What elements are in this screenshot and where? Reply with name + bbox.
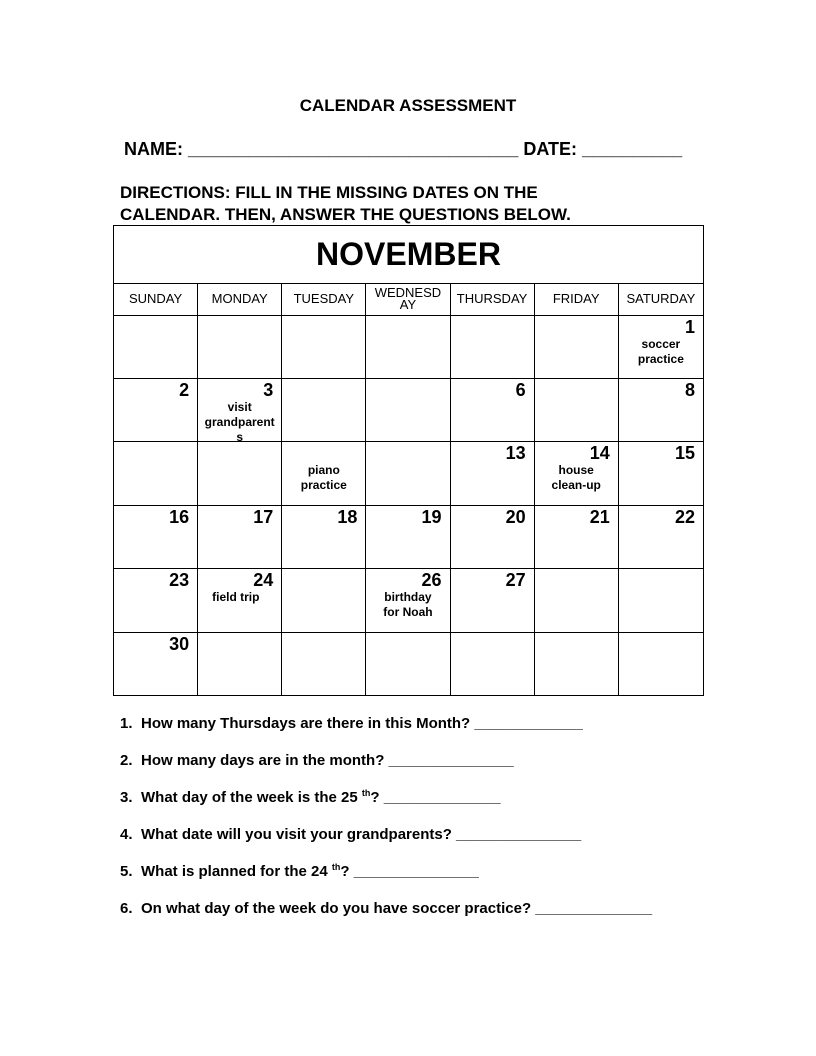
day-number: 30 bbox=[169, 633, 190, 654]
day-number: 16 bbox=[169, 506, 190, 527]
day-cell[interactable] bbox=[534, 632, 618, 695]
questions-list bbox=[120, 714, 720, 936]
week-row bbox=[114, 632, 704, 695]
question-punctuation: ? bbox=[370, 789, 384, 806]
question-superscript: th bbox=[361, 788, 371, 798]
day-number: 20 bbox=[505, 506, 526, 527]
month-title: NOVEMBER bbox=[114, 226, 704, 284]
day-number: 15 bbox=[674, 443, 695, 464]
day-cell[interactable] bbox=[450, 442, 534, 505]
day-number: 14 bbox=[589, 443, 610, 464]
question-text: What day of the week is the 25 bbox=[141, 789, 362, 806]
day-cell[interactable] bbox=[534, 505, 618, 568]
day-number: 26 bbox=[421, 570, 442, 591]
question-number: 2. bbox=[120, 752, 133, 769]
question-superscript: th bbox=[331, 862, 341, 872]
day-cell[interactable] bbox=[366, 569, 450, 632]
weekday-wednesday bbox=[366, 284, 450, 315]
day-cell[interactable] bbox=[114, 505, 198, 568]
question-punctuation: ? bbox=[340, 863, 354, 880]
weekday-saturday bbox=[618, 284, 703, 315]
day-cell[interactable] bbox=[618, 315, 703, 378]
directions-line-2: CALENDAR. THEN, ANSWER THE QUESTIONS BELOW. bbox=[120, 205, 571, 224]
day-cell[interactable] bbox=[534, 442, 618, 505]
event-note: birthday for Noah bbox=[383, 590, 433, 620]
day-cell[interactable] bbox=[534, 378, 618, 441]
weekday-label: MONDAY bbox=[211, 291, 268, 307]
day-number: 6 bbox=[515, 379, 526, 400]
day-cell[interactable] bbox=[366, 378, 450, 441]
weekday-tuesday bbox=[282, 284, 366, 315]
event-note: field trip bbox=[212, 590, 260, 605]
question-number: 6. bbox=[120, 900, 133, 917]
answer-blank[interactable]: ______________ bbox=[383, 789, 501, 806]
day-cell[interactable] bbox=[618, 442, 703, 505]
weekday-label: SUNDAY bbox=[128, 291, 183, 307]
day-cell[interactable] bbox=[198, 505, 282, 568]
day-cell[interactable] bbox=[618, 378, 703, 441]
day-number: 17 bbox=[253, 506, 274, 527]
question-2 bbox=[120, 751, 720, 788]
answer-blank[interactable]: _______________ bbox=[388, 752, 514, 769]
day-number: 23 bbox=[169, 570, 190, 591]
question-6 bbox=[120, 899, 720, 936]
day-cell[interactable] bbox=[198, 315, 282, 378]
day-cell[interactable] bbox=[114, 315, 198, 378]
date-blank[interactable]: __________ bbox=[582, 139, 683, 159]
name-blank[interactable]: _________________________________ bbox=[188, 139, 519, 159]
day-cell[interactable] bbox=[198, 378, 282, 444]
event-note: visit grandparent s bbox=[204, 399, 275, 444]
day-number: 19 bbox=[421, 506, 442, 527]
weekday-thursday bbox=[450, 284, 534, 315]
day-cell[interactable] bbox=[198, 569, 282, 632]
day-cell[interactable] bbox=[282, 632, 366, 695]
question-number: 4. bbox=[120, 826, 133, 843]
day-cell[interactable] bbox=[450, 632, 534, 695]
day-number: 22 bbox=[674, 506, 695, 527]
day-number: 13 bbox=[505, 443, 526, 464]
day-number: 18 bbox=[337, 506, 358, 527]
page-title: CALENDAR ASSESSMENT bbox=[299, 96, 517, 115]
question-1 bbox=[120, 714, 720, 751]
day-cell[interactable] bbox=[282, 505, 366, 568]
day-cell[interactable] bbox=[450, 505, 534, 568]
day-cell[interactable] bbox=[114, 442, 198, 505]
day-cell[interactable] bbox=[366, 505, 450, 568]
day-cell[interactable] bbox=[534, 569, 618, 632]
day-cell[interactable] bbox=[618, 632, 703, 695]
day-number: 2 bbox=[179, 379, 190, 400]
day-cell[interactable] bbox=[618, 569, 703, 632]
weekday-label: SATURDAY bbox=[626, 291, 696, 307]
week-row bbox=[114, 315, 704, 378]
day-cell[interactable] bbox=[450, 315, 534, 378]
answer-blank[interactable]: _______________ bbox=[456, 826, 582, 843]
question-4 bbox=[120, 825, 720, 862]
day-cell[interactable] bbox=[198, 442, 282, 505]
week-row bbox=[114, 378, 704, 441]
question-text: How many Thursdays are there in this Month? bbox=[141, 715, 475, 732]
day-number: 27 bbox=[505, 570, 526, 591]
week-row bbox=[114, 505, 704, 568]
directions bbox=[120, 182, 680, 226]
week-row bbox=[114, 569, 704, 632]
question-number: 3. bbox=[120, 789, 133, 806]
weekday-header-row bbox=[114, 284, 704, 315]
weekday-label: TUESDAY bbox=[293, 291, 355, 307]
name-label: NAME: bbox=[124, 139, 183, 159]
question-number: 5. bbox=[120, 863, 133, 880]
weekday-sunday bbox=[114, 284, 198, 315]
answer-blank[interactable]: _______________ bbox=[353, 863, 479, 880]
day-cell[interactable] bbox=[450, 378, 534, 441]
day-number: 24 bbox=[253, 570, 274, 591]
event-note: house clean-up bbox=[551, 463, 601, 493]
question-text: What is planned for the 24 bbox=[141, 863, 332, 880]
event-note: piano practice bbox=[300, 463, 347, 493]
day-cell[interactable] bbox=[282, 315, 366, 378]
weekday-friday bbox=[534, 284, 618, 315]
day-cell[interactable] bbox=[198, 632, 282, 695]
day-cell[interactable] bbox=[618, 505, 703, 568]
day-cell[interactable] bbox=[450, 569, 534, 632]
weekday-label: WEDNESDAY bbox=[374, 285, 442, 313]
day-number: 3 bbox=[263, 379, 274, 400]
directions-line-1: DIRECTIONS: FILL IN THE MISSING DATES ON THE bbox=[120, 183, 538, 202]
answer-blank[interactable]: ______________ bbox=[535, 900, 653, 917]
weekday-monday bbox=[198, 284, 282, 315]
question-text: On what day of the week do you have soccer practice? bbox=[141, 900, 536, 917]
question-number: 1. bbox=[120, 715, 133, 732]
day-number: 8 bbox=[684, 379, 695, 400]
date-label: DATE: bbox=[523, 139, 578, 159]
day-cell[interactable] bbox=[282, 378, 366, 441]
weekday-label: THURSDAY bbox=[456, 291, 528, 307]
day-cell[interactable] bbox=[282, 442, 366, 505]
day-cell[interactable] bbox=[366, 315, 450, 378]
question-5 bbox=[120, 862, 720, 899]
day-cell[interactable] bbox=[282, 569, 366, 632]
question-text: What date will you visit your grandparents? bbox=[141, 826, 457, 843]
day-cell[interactable] bbox=[114, 569, 198, 632]
weekday-label: FRIDAY bbox=[552, 291, 600, 307]
day-cell[interactable] bbox=[366, 632, 450, 695]
day-number: 1 bbox=[684, 316, 695, 337]
calendar-table bbox=[113, 225, 704, 696]
day-number: 21 bbox=[589, 506, 610, 527]
day-cell[interactable] bbox=[366, 442, 450, 505]
name-date-line bbox=[124, 139, 682, 160]
event-note: soccer practice bbox=[637, 336, 684, 366]
day-cell[interactable] bbox=[114, 632, 198, 695]
answer-blank[interactable]: _____________ bbox=[474, 715, 583, 732]
day-cell[interactable] bbox=[534, 315, 618, 378]
question-text: How many days are in the month? bbox=[141, 752, 389, 769]
day-cell[interactable] bbox=[114, 378, 198, 441]
week-row bbox=[114, 442, 704, 505]
question-3 bbox=[120, 788, 720, 825]
